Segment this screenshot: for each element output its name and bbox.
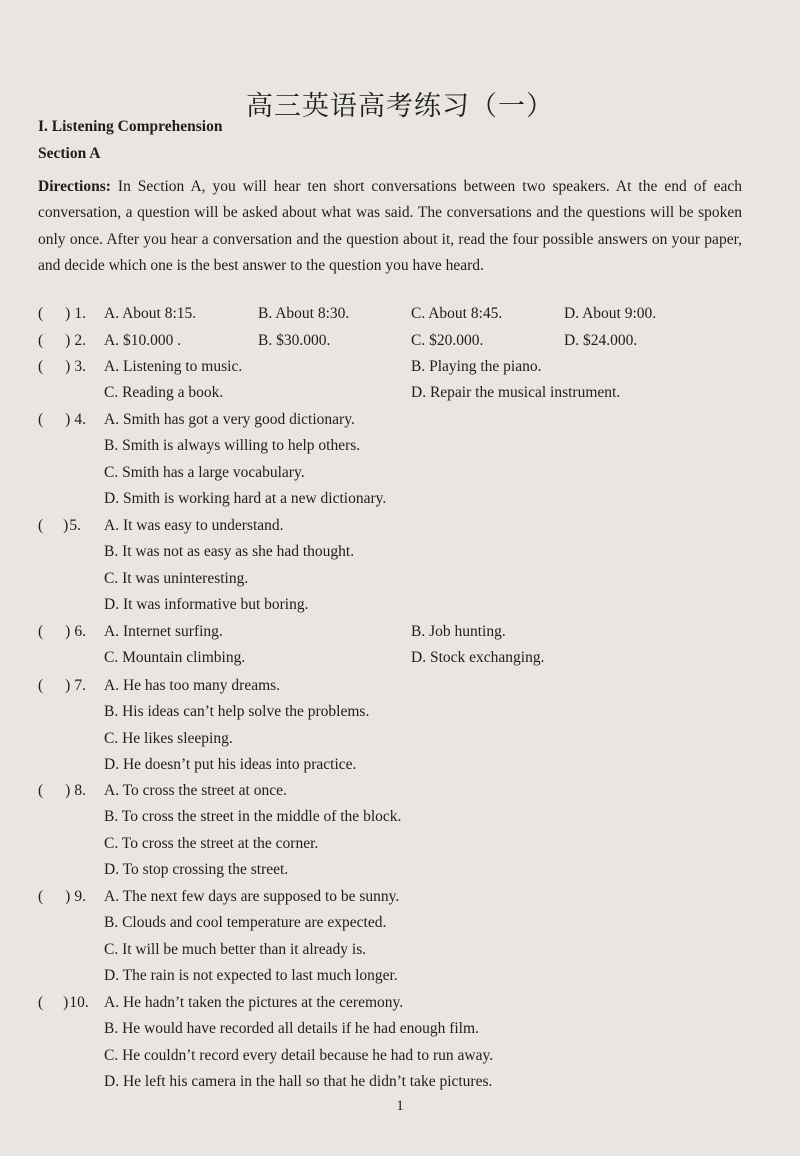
directions-paragraph	[38, 174, 742, 280]
option-b[interactable]: B. Clouds and cool temperature are expected.	[104, 914, 387, 932]
question-answer-blank[interactable]	[38, 517, 81, 535]
answer-bracket-close: )	[65, 305, 71, 322]
question-number: 4.	[74, 411, 86, 428]
answer-bracket-close: )	[63, 517, 69, 534]
answer-bracket-close: )	[65, 332, 71, 349]
option-b[interactable]: B. Playing the piano.	[411, 358, 542, 375]
option-c[interactable]: C. Smith has a large vocabulary.	[104, 463, 305, 481]
option-b[interactable]: B. To cross the street in the middle of the block.	[104, 808, 402, 826]
section-heading: Section A	[38, 145, 101, 162]
page-title: 高三英语高考练习（一）	[246, 91, 554, 122]
option-a[interactable]: A. It was easy to understand.	[104, 517, 284, 534]
question-number: 5.	[69, 517, 81, 534]
question-number: 3.	[74, 358, 86, 375]
option-c[interactable]: C. $20.000.	[411, 332, 484, 349]
answer-bracket-close: )	[63, 994, 69, 1011]
option-c[interactable]: C. He couldn’t record every detail because he had to run away.	[104, 1046, 494, 1064]
option-b[interactable]: B. He would have recorded all details if he had enough film.	[104, 1020, 479, 1038]
answer-bracket-close: )	[65, 782, 71, 799]
answer-bracket-open: (	[38, 888, 44, 905]
option-b[interactable]: B. It was not as easy as she had thought.	[104, 543, 355, 561]
answer-bracket-close: )	[65, 411, 71, 428]
option-a[interactable]: A. About 8:15.	[104, 305, 197, 322]
option-a[interactable]: A. Listening to music.	[104, 358, 243, 375]
option-c[interactable]: C. Reading a book.	[104, 384, 224, 402]
option-d[interactable]: D. Stock exchanging.	[411, 649, 545, 667]
question-number: 8.	[74, 782, 86, 799]
question-answer-blank[interactable]	[38, 358, 86, 376]
answer-bracket-close: )	[65, 358, 71, 375]
option-b[interactable]: B. $30.000.	[258, 332, 331, 349]
option-d[interactable]: D. About 9:00.	[564, 305, 657, 322]
question-answer-blank[interactable]	[38, 623, 86, 641]
question-answer-blank[interactable]	[38, 332, 86, 350]
answer-bracket-open: (	[38, 517, 44, 534]
option-d[interactable]: D. He left his camera in the hall so that he didn’t take pictures.	[104, 1073, 493, 1091]
option-d[interactable]: D. To stop crossing the street.	[104, 861, 289, 879]
option-a[interactable]: A. Internet surfing.	[104, 623, 223, 640]
answer-bracket-close: )	[65, 888, 71, 905]
directions-label: Directions:	[38, 178, 111, 195]
option-c[interactable]: C. About 8:45.	[411, 305, 503, 322]
option-d[interactable]: D. $24.000.	[564, 332, 638, 349]
question-answer-blank[interactable]	[38, 411, 86, 429]
page-number: 1	[396, 1098, 404, 1114]
option-a[interactable]: A. Smith has got a very good dictionary.	[104, 411, 355, 428]
question-number: 7.	[74, 677, 86, 694]
option-c[interactable]: C. To cross the street at the corner.	[104, 834, 319, 852]
answer-bracket-open: (	[38, 623, 44, 640]
option-c[interactable]: C. It will be much better than it already is.	[104, 940, 367, 958]
answer-bracket-open: (	[38, 305, 44, 322]
answer-bracket-close: )	[65, 623, 71, 640]
answer-bracket-open: (	[38, 332, 44, 349]
option-a[interactable]: A. He has too many dreams.	[104, 677, 281, 694]
question-answer-blank[interactable]	[38, 782, 86, 800]
question-answer-blank[interactable]	[38, 888, 86, 906]
question-number: 1.	[74, 305, 86, 322]
answer-bracket-open: (	[38, 677, 44, 694]
option-b[interactable]: B. Smith is always willing to help others.	[104, 437, 361, 455]
option-c[interactable]: C. He likes sleeping.	[104, 729, 233, 747]
option-d[interactable]: D. He doesn’t put his ideas into practice.	[104, 756, 357, 774]
option-d[interactable]: D. Repair the musical instrument.	[411, 384, 621, 402]
answer-bracket-open: (	[38, 994, 44, 1011]
question-number: 6.	[74, 623, 86, 640]
option-d[interactable]: D. It was informative but boring.	[104, 596, 309, 614]
answer-bracket-open: (	[38, 411, 44, 428]
part-heading: I. Listening Comprehension	[38, 118, 223, 135]
option-c[interactable]: C. It was uninteresting.	[104, 569, 249, 587]
option-d[interactable]: D. The rain is not expected to last much longer.	[104, 967, 398, 985]
directions-text: In Section A, you will hear ten short conversations between two speakers. At the end of each conversation, a question will be asked about what was said. The conversations and the questions will be spoken only once. After you hear a conversation and the question about it, read the four possible answers on your paper, and decide which one is the best answer to the question you have heard.	[38, 178, 742, 275]
question-answer-blank[interactable]	[38, 677, 86, 695]
question-number: 10.	[69, 994, 89, 1011]
answer-bracket-open: (	[38, 358, 44, 375]
answer-bracket-open: (	[38, 782, 44, 799]
option-b[interactable]: B. Job hunting.	[411, 623, 506, 640]
option-a[interactable]: A. $10.000 .	[104, 332, 182, 349]
option-d[interactable]: D. Smith is working hard at a new dictionary.	[104, 490, 387, 508]
option-a[interactable]: A. To cross the street at once.	[104, 782, 287, 799]
question-answer-blank[interactable]	[38, 994, 89, 1012]
option-b[interactable]: B. His ideas can’t help solve the problems.	[104, 703, 370, 721]
option-c[interactable]: C. Mountain climbing.	[104, 649, 246, 667]
option-b[interactable]: B. About 8:30.	[258, 305, 350, 322]
question-answer-blank[interactable]	[38, 305, 86, 323]
option-a[interactable]: A. The next few days are supposed to be sunny.	[104, 888, 400, 905]
question-number: 2.	[74, 332, 86, 349]
option-a[interactable]: A. He hadn’t taken the pictures at the ceremony.	[104, 994, 404, 1011]
answer-bracket-close: )	[65, 677, 71, 694]
question-number: 9.	[74, 888, 86, 905]
